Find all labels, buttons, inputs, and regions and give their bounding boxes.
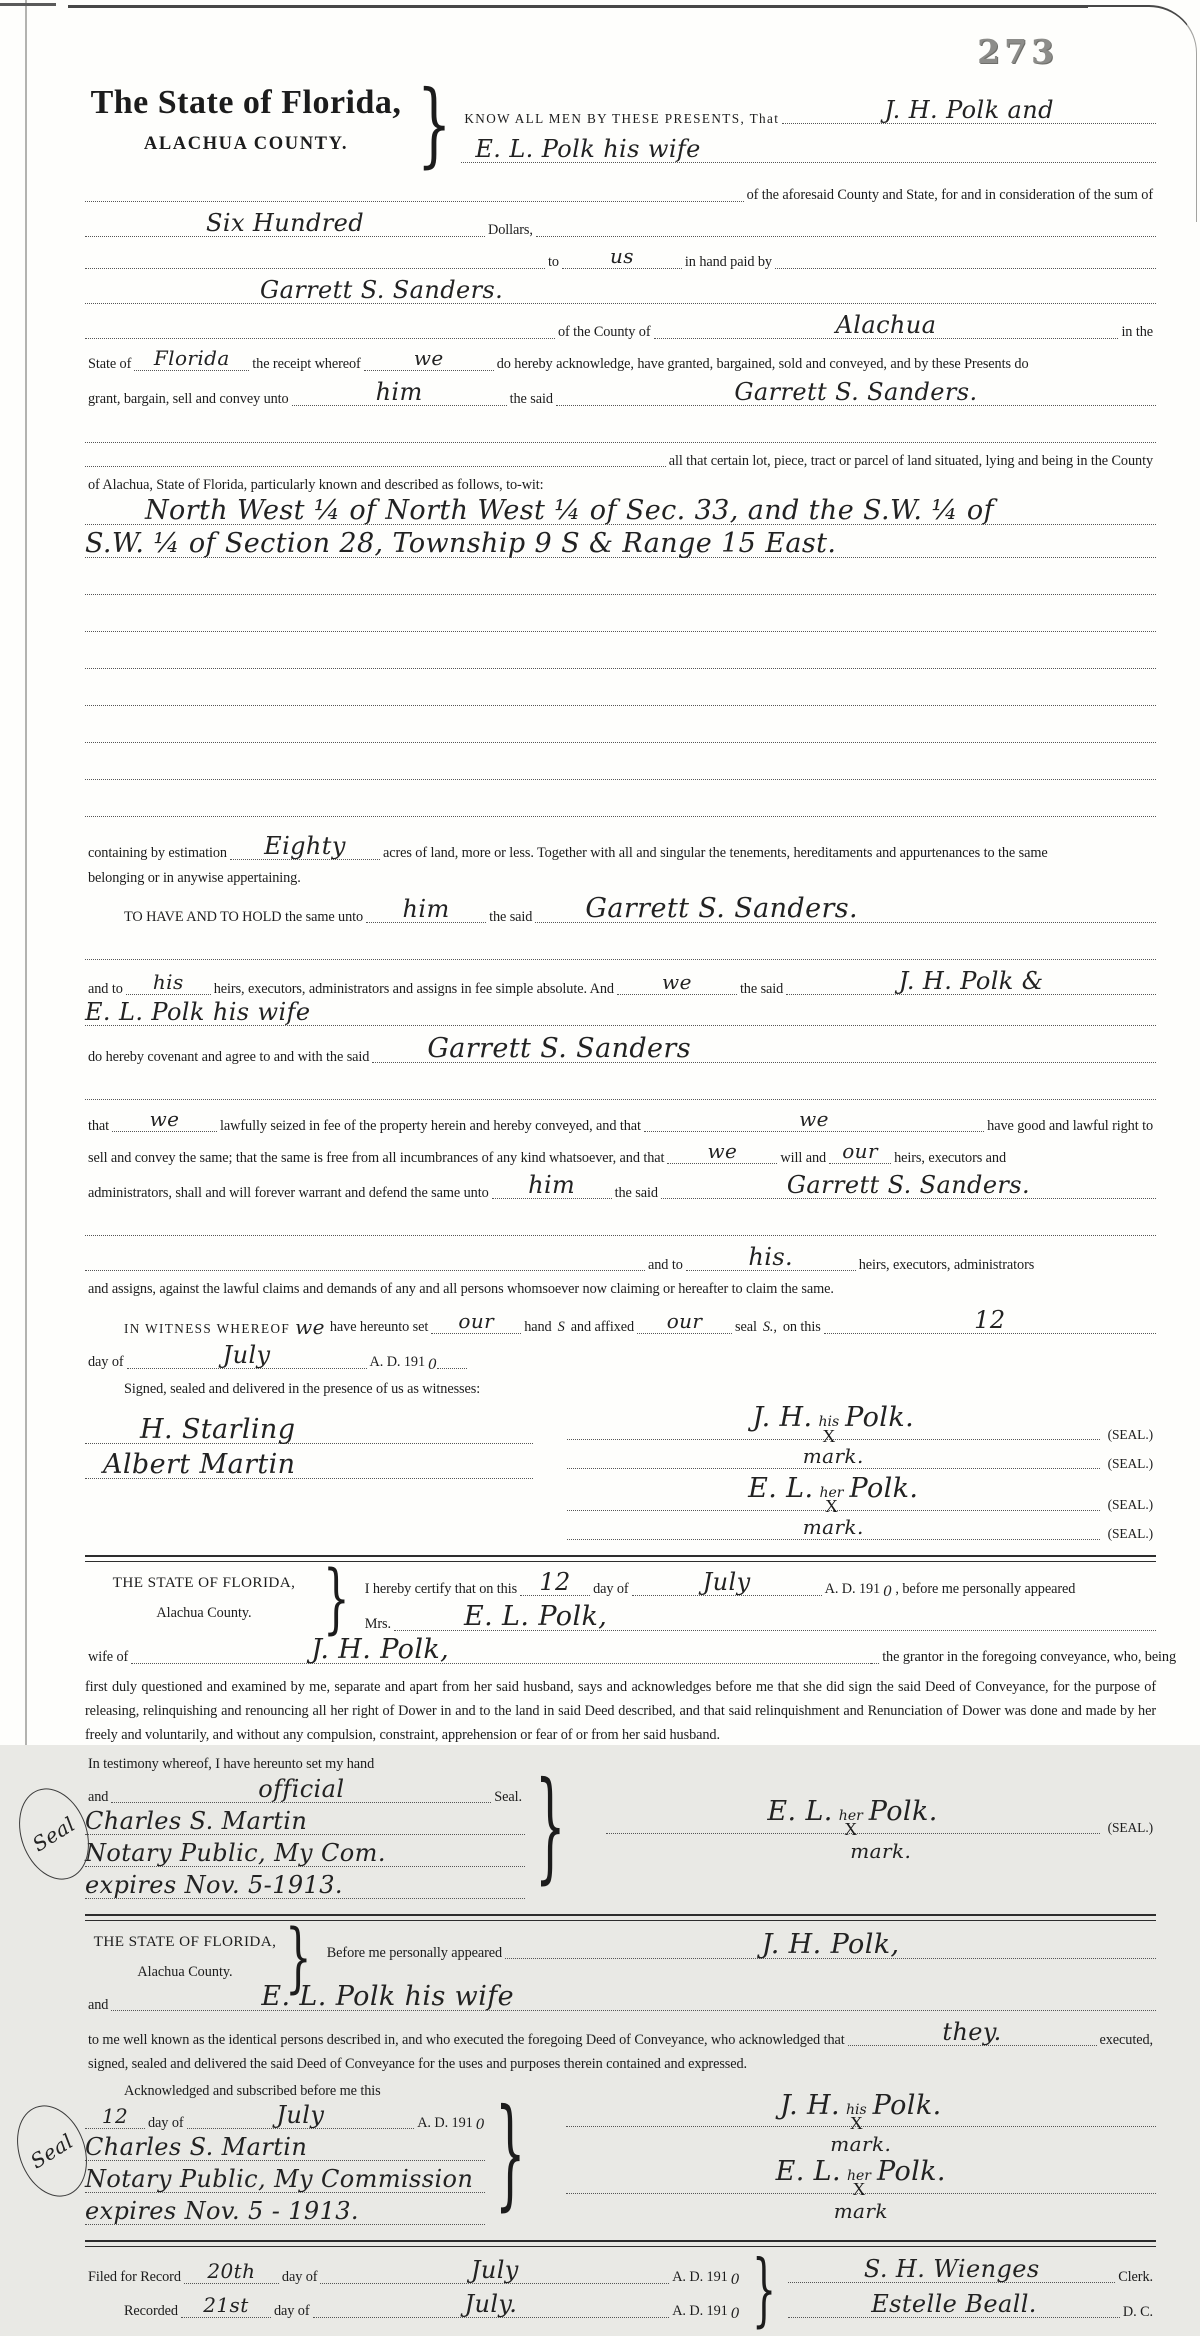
x-glyph: X bbox=[824, 1496, 838, 1517]
handwritten-grantee: Garrett S. Sanders. bbox=[585, 893, 858, 925]
mark-superscript: her bbox=[838, 1808, 863, 1825]
printed-text: day of bbox=[281, 2269, 318, 2286]
dotted-line bbox=[788, 2257, 1115, 2283]
printed-text: Seal. bbox=[494, 1788, 522, 1805]
dotted-line bbox=[667, 1141, 777, 1164]
printed-text: State of bbox=[88, 356, 132, 372]
handwritten-grantee: Garrett S. Sanders. bbox=[734, 377, 978, 406]
dotted-line bbox=[536, 236, 1156, 237]
dotted-line bbox=[644, 1109, 984, 1132]
dotted-line bbox=[562, 243, 682, 269]
dotted-line bbox=[775, 268, 1156, 269]
printed-text: A. D. 191 bbox=[369, 1354, 426, 1371]
dotted-line bbox=[313, 2289, 670, 2318]
handwritten-recorded-day: 21st bbox=[203, 2292, 249, 2317]
printed-text: have good and lawful right to bbox=[987, 1117, 1153, 1134]
printed-text: Alachua County. bbox=[137, 1964, 233, 1981]
printed-text: in hand paid by bbox=[684, 254, 772, 270]
mark-superscript: her bbox=[847, 2168, 871, 2185]
printed-text: Recorded bbox=[124, 2303, 178, 2320]
dotted-line bbox=[85, 275, 1156, 304]
printed-text: IN WITNESS WHEREOF bbox=[124, 1320, 291, 1336]
seal-label: (SEAL.) bbox=[1107, 1497, 1153, 1513]
printed-text: I hereby certify that on this bbox=[364, 1581, 518, 1598]
printed-text: wife of bbox=[88, 1649, 129, 1666]
handwritten-amount: Six Hundred bbox=[206, 208, 364, 237]
handwritten-day: 12 bbox=[101, 2104, 129, 2129]
printed-text: the receipt whereof bbox=[252, 356, 361, 372]
seal-label: (SEAL.) bbox=[1107, 1426, 1153, 1442]
dotted-line bbox=[848, 2020, 1097, 2046]
dotted-line bbox=[567, 1402, 1100, 1446]
printed-text: to bbox=[548, 254, 559, 270]
scan-top-edge-left bbox=[0, 3, 56, 6]
handwritten-year: 0 bbox=[475, 2117, 485, 2134]
dotted-line bbox=[85, 1000, 1156, 1026]
dotted-line bbox=[85, 2135, 485, 2161]
dotted-line bbox=[85, 779, 1156, 780]
handwritten-filed-day: 20th bbox=[207, 2258, 256, 2283]
mark-line bbox=[566, 2134, 1156, 2156]
handwritten-we: we bbox=[707, 1139, 738, 1164]
state-title: The State of Florida, bbox=[90, 84, 402, 121]
notary2-left-block bbox=[26, 2080, 485, 2229]
handwritten-day: 12 bbox=[539, 1567, 571, 1596]
dotted-line bbox=[686, 1245, 856, 1271]
printed-text: the said bbox=[614, 1184, 658, 1201]
dotted-line bbox=[372, 1035, 1156, 1063]
handwritten-grantor-names: J. H. Polk & bbox=[898, 967, 1044, 996]
handwritten-our: our bbox=[842, 1139, 878, 1164]
recording-officials bbox=[788, 2257, 1156, 2321]
handwritten-our: our bbox=[458, 1308, 495, 1333]
dotted-line bbox=[111, 1983, 1156, 2011]
dotted-line bbox=[85, 594, 1156, 595]
dotted-line bbox=[85, 1416, 533, 1444]
brace: } bbox=[535, 1757, 566, 1898]
clerk-signature: S. H. Wienges bbox=[863, 2255, 1040, 2284]
handwritten-official: official bbox=[258, 1775, 345, 1804]
signature-text: Polk. bbox=[849, 1473, 919, 1505]
dotted-line bbox=[85, 1809, 525, 1835]
handwritten-him: him bbox=[528, 1171, 576, 1200]
printed-text: Alachua County. bbox=[156, 1604, 252, 1621]
dower-paragraph: first duly questioned and examined by me, separate and apart from her said husband, says and acknowledges before me that she did sign the said Deed of Conveyance, for the purpose of releasing, relinquishing and renouncing all her right of Dower in and to the land in said Deed described, and that said relinquishment and Renunciation of Dower was done and made by her freely and voluntarily, and without any compulsion, constraint, apprehension or fear of or from her said husband. bbox=[85, 1678, 1156, 1743]
dotted-line bbox=[85, 1873, 525, 1899]
printed-text: lawfully seized in fee of the property herein and hereby conveyed, and that bbox=[220, 1117, 641, 1134]
county-title: ALACHUA COUNTY. bbox=[143, 134, 349, 154]
dotted-line bbox=[437, 1368, 467, 1369]
handwritten-recorded-year: 0 bbox=[730, 2305, 740, 2322]
handwritten-month: July bbox=[702, 1567, 751, 1596]
witness-signature-2: Albert Martin bbox=[103, 1449, 296, 1481]
printed-text: the said bbox=[739, 980, 784, 997]
dotted-line bbox=[654, 310, 1119, 339]
notary2-attestation bbox=[26, 2080, 1156, 2229]
notary-title: Notary Public, My Commission bbox=[85, 2165, 474, 2194]
dotted-line bbox=[85, 2106, 145, 2129]
dotted-line bbox=[394, 1600, 1156, 1632]
dotted-line bbox=[632, 1567, 822, 1596]
printed-text: belonging or in anywise appertaining. bbox=[88, 869, 301, 886]
dotted-line bbox=[85, 1451, 533, 1479]
notary1-attestation bbox=[28, 1753, 1156, 1903]
handwritten-him: him bbox=[402, 895, 450, 924]
printed-text: executed, bbox=[1099, 2031, 1153, 2048]
header-left bbox=[85, 84, 407, 166]
dotted-line bbox=[492, 1173, 612, 1199]
signature-column bbox=[567, 1402, 1156, 1542]
dotted-line bbox=[131, 1633, 871, 1665]
dotted-line bbox=[535, 895, 1156, 923]
grantor-signature-el-polk bbox=[748, 1473, 919, 1517]
grantor-signature-el-polk bbox=[767, 1796, 938, 1840]
header-right bbox=[461, 84, 1156, 166]
printed-text: the said bbox=[509, 391, 553, 407]
deputy-title: D. C. bbox=[1122, 2303, 1153, 2320]
signature-text: Polk. bbox=[877, 2156, 946, 2188]
dotted-line bbox=[85, 1099, 1156, 1100]
handwritten-month: July bbox=[276, 2101, 325, 2130]
dotted-line bbox=[782, 98, 1156, 124]
printed-plural-s: S bbox=[557, 1319, 565, 1336]
dotted-line bbox=[556, 377, 1156, 406]
handwritten-year: 0 bbox=[883, 1583, 893, 1600]
printed-text: Before me personally appeared bbox=[326, 1944, 503, 1961]
printed-text: the said bbox=[489, 908, 533, 925]
mark-superscript: his bbox=[845, 2101, 867, 2118]
printed-text: and to bbox=[648, 1256, 683, 1273]
x-mark bbox=[838, 1808, 863, 1840]
signature-text: Polk. bbox=[872, 2089, 942, 2121]
x-glyph: X bbox=[852, 2179, 866, 2200]
dotted-line bbox=[85, 338, 555, 339]
printed-text: heirs, executors and bbox=[894, 1149, 1007, 1166]
signature-text: J. H. bbox=[752, 1402, 813, 1434]
printed-text: will and bbox=[780, 1149, 827, 1166]
brace: } bbox=[495, 2084, 526, 2225]
brace: } bbox=[323, 1553, 350, 1642]
handwritten-grantee: Garrett S. Sanders bbox=[427, 1033, 691, 1065]
dotted-line bbox=[461, 137, 1156, 163]
recording-block bbox=[85, 2243, 1156, 2336]
printed-text: A. D. 191 bbox=[417, 2114, 473, 2131]
dotted-line bbox=[127, 1340, 367, 1369]
mark-line bbox=[606, 1838, 1156, 1863]
signature-text: E. L. bbox=[767, 1796, 833, 1828]
handwritten-we: we bbox=[149, 1107, 180, 1132]
dotted-line bbox=[85, 705, 1156, 706]
dotted-line bbox=[85, 742, 1156, 743]
printed-text: TO HAVE AND TO HOLD the same unto bbox=[124, 908, 364, 925]
header bbox=[85, 70, 1156, 178]
dotted-line bbox=[320, 2255, 669, 2284]
x-glyph: X bbox=[849, 2112, 863, 2133]
printed-text: Dollars, bbox=[488, 222, 533, 238]
dotted-line bbox=[85, 208, 485, 237]
handwritten-we: we bbox=[295, 1314, 325, 1339]
signature-text: E. L. bbox=[748, 1473, 814, 1505]
section-divider bbox=[85, 1555, 1156, 1562]
printed-text: seal bbox=[735, 1319, 757, 1336]
handwritten-grantors: J. H. Polk and bbox=[884, 96, 1054, 124]
dotted-line bbox=[187, 2103, 415, 2129]
witness-column bbox=[85, 1402, 567, 1542]
x-mark bbox=[818, 1414, 840, 1446]
x-mark bbox=[845, 2101, 867, 2133]
brace: } bbox=[417, 70, 452, 178]
handwritten-state: Florida bbox=[153, 345, 230, 370]
handwritten-husband-name: J. H. Polk, bbox=[311, 1633, 450, 1665]
seal-label: (SEAL.) bbox=[1107, 1820, 1153, 1836]
notary-expiration: expires Nov. 5-1913. bbox=[85, 1871, 343, 1900]
printed-text: grant, bargain, sell and convey unto bbox=[88, 391, 289, 407]
page-number: 273 bbox=[977, 32, 1058, 71]
dotted-line bbox=[661, 1173, 1156, 1199]
dotted-line bbox=[85, 668, 1156, 669]
printed-text: and affixed bbox=[570, 1319, 635, 1336]
printed-text: do hereby covenant and agree to and with the said bbox=[88, 1048, 370, 1065]
mark-word: mark. bbox=[802, 1444, 864, 1469]
seal-word: Seal bbox=[28, 1811, 80, 1856]
mark-word: mark bbox=[833, 2198, 888, 2223]
notary2-signature-area bbox=[526, 2080, 1156, 2229]
section-divider bbox=[85, 1914, 1156, 1921]
printed-text: all that certain lot, piece, tract or parcel of land situated, lying and being in the County bbox=[668, 452, 1153, 469]
printed-text: on this bbox=[782, 1319, 821, 1336]
dotted-line bbox=[181, 2292, 271, 2318]
dotted-line bbox=[134, 345, 249, 371]
printed-text: the grantor in the foregoing conveyance, who, being bbox=[882, 1649, 1177, 1666]
signature-text: E. L. bbox=[775, 2156, 841, 2188]
handwritten-grantee: Garrett S. Sanders. bbox=[786, 1171, 1031, 1200]
printed-text: administrators, shall and will forever warrant and defend the same unto bbox=[88, 1184, 489, 1201]
dotted-line bbox=[871, 1663, 879, 1664]
printed-text: acres of land, more or less. Together with all and singular the tenements, hereditaments and appurtenances to the same bbox=[382, 845, 1048, 862]
dotted-line bbox=[520, 1567, 590, 1596]
dotted-line bbox=[85, 2199, 485, 2225]
handwritten-his: his. bbox=[748, 1243, 794, 1272]
handwritten-filed-month: July bbox=[470, 2255, 519, 2284]
notary-body bbox=[324, 1929, 1156, 1962]
x-mark bbox=[847, 2168, 871, 2200]
dotted-line bbox=[85, 2167, 485, 2193]
handwritten-year: 0 bbox=[428, 1356, 438, 1373]
handwritten-grantors-wife: E. L. Polk his wife bbox=[475, 135, 701, 163]
printed-text: and bbox=[88, 1996, 109, 2013]
handwritten-grantor-wife: E. L. Polk his wife bbox=[85, 998, 311, 1027]
dotted-line bbox=[567, 1514, 1100, 1540]
printed-text: THE STATE OF FLORIDA, bbox=[93, 1933, 277, 1951]
dotted-line bbox=[85, 816, 1156, 817]
clerk-title: Clerk. bbox=[1118, 2268, 1153, 2285]
notary-expiration: expires Nov. 5 - 1913. bbox=[85, 2197, 359, 2226]
printed-text: Signed, sealed and delivered in the presence of us as witnesses: bbox=[124, 1380, 481, 1397]
notary-venue bbox=[85, 1929, 285, 1981]
dotted-line bbox=[184, 2258, 279, 2284]
seal-label: (SEAL.) bbox=[1107, 1455, 1153, 1471]
dotted-line bbox=[617, 972, 737, 995]
printed-text: A. D. 191 bbox=[672, 2303, 728, 2320]
dotted-line bbox=[788, 2292, 1120, 2318]
dotted-line bbox=[85, 442, 1156, 443]
handwritten-county: Alachua bbox=[835, 310, 937, 339]
notary-signature: Charles S. Martin bbox=[85, 1807, 308, 1836]
scan-left-edge bbox=[25, 0, 27, 1745]
handwritten-filed-year: 0 bbox=[730, 2271, 740, 2288]
printed-text: and to bbox=[88, 980, 123, 997]
dotted-line bbox=[505, 1931, 1156, 1959]
dotted-line bbox=[431, 1308, 521, 1334]
mark-word: mark. bbox=[850, 1838, 912, 1863]
printed-text: day of bbox=[88, 1354, 124, 1371]
dotted-line bbox=[829, 1141, 891, 1164]
deed-content bbox=[26, 0, 1177, 2336]
signature-text: J. H. bbox=[779, 2089, 840, 2121]
grantor-signature-jh-polk bbox=[779, 2089, 942, 2133]
mark-word: mark. bbox=[830, 2132, 892, 2157]
printed-text: Mrs. bbox=[364, 1616, 391, 1633]
handwritten-day: 12 bbox=[974, 1305, 1006, 1334]
dotted-line bbox=[230, 831, 380, 860]
printed-text: day of bbox=[148, 2114, 184, 2131]
dotted-line bbox=[85, 1841, 525, 1867]
seal-label: (SEAL.) bbox=[1107, 1526, 1153, 1542]
printed-text: in the bbox=[1121, 324, 1153, 340]
printed-text: hand bbox=[524, 1319, 552, 1336]
dotted-line bbox=[567, 1473, 1100, 1517]
dotted-line bbox=[566, 2156, 1156, 2200]
handwritten-us: us bbox=[609, 243, 634, 268]
dotted-line bbox=[566, 2089, 1156, 2133]
brace: } bbox=[285, 1913, 312, 2002]
handwritten-we: we bbox=[799, 1107, 829, 1132]
dotted-line bbox=[364, 345, 494, 371]
handwritten-him: him bbox=[375, 377, 423, 406]
printed-text: of the County of bbox=[558, 324, 651, 340]
signature-text: Polk. bbox=[868, 1796, 938, 1828]
notary1-signature-area bbox=[566, 1753, 1156, 1903]
dotted-line bbox=[85, 494, 1156, 526]
printed-text: do hereby acknowledge, have granted, bargained, sold and conveyed, and by these Presents do bbox=[496, 356, 1029, 372]
printed-text: of the aforesaid County and State, for and in consideration of the sum of bbox=[746, 187, 1153, 203]
printed-text: have hereunto set bbox=[329, 1319, 429, 1336]
dotted-line bbox=[85, 201, 744, 202]
dotted-line bbox=[824, 1305, 1156, 1334]
dotted-line bbox=[606, 1796, 1100, 1840]
mark-superscript: her bbox=[819, 1485, 844, 1502]
deputy-signature: Estelle Beall. bbox=[871, 2290, 1037, 2319]
dotted-line bbox=[637, 1308, 732, 1334]
printed-text: day of bbox=[593, 1581, 629, 1598]
notary-certificate-1 bbox=[85, 1553, 1156, 1642]
dotted-line bbox=[85, 1235, 1156, 1236]
handwritten-name: J. H. Polk, bbox=[761, 1929, 900, 1961]
handwritten-name: E. L. Polk his wife bbox=[261, 1981, 515, 2013]
handwritten-we: we bbox=[662, 970, 692, 995]
handwritten-mrs-name: E. L. Polk, bbox=[463, 1600, 608, 1632]
printed-text: that bbox=[88, 1117, 110, 1134]
dotted-line bbox=[126, 972, 211, 995]
printed-text: , before me personally appeared bbox=[895, 1581, 1076, 1598]
handwritten-we: we bbox=[413, 345, 444, 370]
notary-body bbox=[362, 1567, 1156, 1634]
handwritten-his: his bbox=[152, 970, 184, 995]
section-divider bbox=[85, 2240, 1156, 2247]
signature-text: Polk. bbox=[845, 1402, 915, 1434]
handwritten-description-2: S.W. ¼ of Section 28, Township 9 S & Range 15 East. bbox=[85, 527, 837, 559]
printed-text: In testimony whereof, I have hereunto set my hand bbox=[88, 1755, 375, 1772]
printed-text: and assigns, against the lawful claims and demands of any and all persons whomsoever now claiming or hereafter to claim the same. bbox=[88, 1281, 834, 1298]
witness-signature-block bbox=[85, 1402, 1156, 1542]
printed-text: to me well known as the identical persons described in, and who executed the foregoing Deed of Conveyance, who acknowledged that bbox=[88, 2031, 845, 2048]
printed-text: of Alachua, State of Florida, particularly known and described as follows, to-wit: bbox=[88, 477, 544, 494]
notary-title: Notary Public, My Com. bbox=[85, 1839, 386, 1868]
printed-text: and bbox=[88, 1788, 109, 1805]
grantor-signature-jh-polk bbox=[752, 1402, 915, 1446]
printed-plural-s: S., bbox=[762, 1319, 777, 1336]
printed-text: sell and convey the same; that the same is free from all incumbrances of any kind whatsoever, and that bbox=[88, 1149, 665, 1166]
printed-text: heirs, executors, administrators and assigns in fee simple absolute. And bbox=[213, 980, 614, 997]
dotted-line bbox=[786, 969, 1156, 995]
dotted-line bbox=[85, 466, 666, 467]
dotted-line bbox=[85, 527, 1156, 559]
x-glyph: X bbox=[844, 1819, 858, 1840]
dotted-line bbox=[366, 897, 486, 923]
printed-text: heirs, executors, administrators bbox=[858, 1256, 1035, 1273]
x-mark bbox=[819, 1485, 844, 1517]
printed-text: containing by estimation bbox=[88, 845, 227, 862]
mark-superscript: his bbox=[818, 1414, 840, 1431]
printed-text: A. D. 191 bbox=[824, 1581, 881, 1598]
dotted-line bbox=[567, 1446, 1100, 1469]
mark-line bbox=[566, 2198, 1156, 2223]
handwritten-month: July bbox=[222, 1340, 271, 1369]
handwritten-payee: Garrett S. Sanders. bbox=[260, 275, 504, 304]
printed-text: Filed for Record bbox=[88, 2269, 181, 2286]
x-glyph: X bbox=[822, 1425, 836, 1446]
dotted-line bbox=[85, 1270, 645, 1271]
printed-text: day of bbox=[273, 2303, 310, 2320]
dotted-line bbox=[85, 631, 1156, 632]
handwritten-acres: Eighty bbox=[264, 831, 346, 860]
notary-signature: Charles S. Martin bbox=[85, 2133, 308, 2162]
brace: } bbox=[752, 2243, 777, 2336]
mark-word: mark. bbox=[802, 1514, 864, 1539]
handwritten-they: they. bbox=[942, 2018, 1002, 2047]
printed-text: signed, sealed and delivered the said Deed of Conveyance for the uses and purposes therein contained and expressed. bbox=[88, 2056, 748, 2073]
printed-text: A. D. 191 bbox=[672, 2269, 728, 2286]
witness-signature-1: H. Starling bbox=[140, 1414, 296, 1446]
dotted-line bbox=[85, 268, 545, 269]
handwritten-recorded-month: July. bbox=[464, 2289, 518, 2318]
notary1-left-block bbox=[28, 1753, 525, 1903]
grantor-signature-el-polk bbox=[775, 2156, 946, 2200]
dotted-line bbox=[112, 1109, 217, 1132]
dotted-line bbox=[85, 959, 1156, 960]
handwritten-our: our bbox=[666, 1308, 703, 1333]
recording-dates bbox=[85, 2255, 740, 2322]
printed-text: Acknowledged and subscribed before me this bbox=[124, 2082, 381, 2099]
handwritten-description-1: North West ¼ of North West ¼ of Sec. 33, and the S.W. ¼ of bbox=[145, 494, 994, 526]
seal-word: Seal bbox=[26, 2128, 78, 2174]
printed-text: THE STATE OF FLORIDA, bbox=[112, 1573, 296, 1591]
notary-venue bbox=[85, 1570, 323, 1622]
printed-text: KNOW ALL MEN BY THESE PRESENTS, That bbox=[464, 110, 780, 126]
dotted-line bbox=[111, 1777, 491, 1803]
dotted-line bbox=[292, 377, 507, 406]
